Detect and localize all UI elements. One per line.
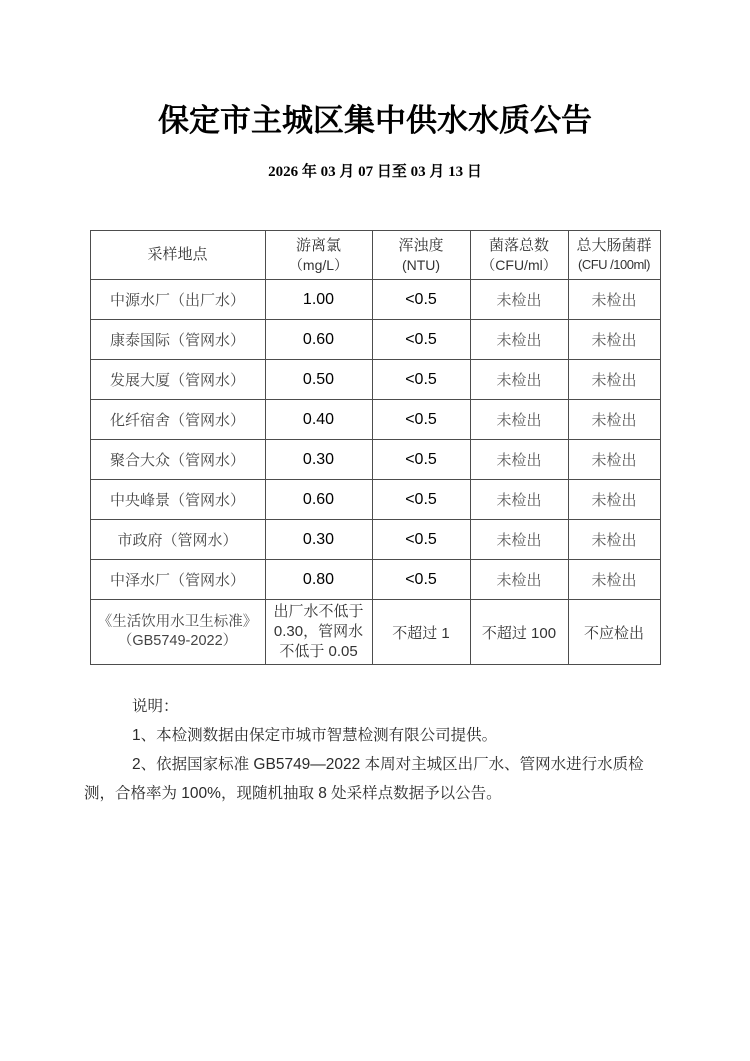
cell-turbidity: <0.5	[372, 520, 470, 560]
table-header-row	[90, 231, 660, 280]
cell-coliform: 未检出	[568, 560, 660, 600]
standard-row	[90, 600, 660, 665]
cell-location: 中央峰景（管网水）	[90, 480, 265, 520]
cell-standard-name	[90, 600, 265, 665]
note-item-1: 1、本检测数据由保定市城市智慧检测有限公司提供。	[132, 727, 498, 744]
cell-location: 聚合大众（管网水）	[90, 440, 265, 480]
cell-colony: 未检出	[470, 480, 568, 520]
cell-coliform: 未检出	[568, 360, 660, 400]
header-sampling-location	[90, 231, 265, 280]
header-label: 总大肠菌群	[576, 237, 652, 254]
cell-coliform: 未检出	[568, 440, 660, 480]
header-unit: (NTU)	[401, 257, 441, 273]
cell-coliform: 未检出	[568, 280, 660, 320]
cell-colony: 未检出	[470, 360, 568, 400]
cell-coliform: 未检出	[568, 400, 660, 440]
cell-turbidity: <0.5	[372, 360, 470, 400]
table-row	[90, 360, 660, 400]
table-row	[90, 320, 660, 360]
cell-chlorine: 0.30	[265, 440, 372, 480]
header-turbidity	[372, 231, 470, 280]
header-unit: (CFU /100ml)	[577, 257, 650, 272]
note-item-2: 2、依据国家标准 GB5749—2022 本周对主城区出厂水、管网水进行水质检测，合格率为 100%，现随机抽取 8 处采样点数据予以公告。	[84, 756, 644, 802]
table-row	[90, 480, 660, 520]
header-label: 游离氯	[295, 237, 341, 254]
cell-location: 中源水厂（出厂水）	[90, 280, 265, 320]
header-unit: （CFU/ml）	[481, 257, 557, 273]
cell-turbidity: <0.5	[372, 560, 470, 600]
cell-standard-coliform: 不应检出	[568, 600, 660, 665]
header-label: 菌落总数	[488, 237, 549, 254]
header-colony-count	[470, 231, 568, 280]
cell-colony: 未检出	[470, 440, 568, 480]
cell-chlorine: 0.50	[265, 360, 372, 400]
cell-coliform: 未检出	[568, 480, 660, 520]
cell-chlorine: 0.60	[265, 320, 372, 360]
cell-colony: 未检出	[470, 520, 568, 560]
cell-chlorine: 1.00	[265, 280, 372, 320]
header-total-coliform	[568, 231, 660, 280]
table-row	[90, 400, 660, 440]
header-label: 采样地点	[147, 246, 208, 263]
cell-location: 化纤宿舍（管网水）	[90, 400, 265, 440]
cell-chlorine: 0.30	[265, 520, 372, 560]
cell-colony: 未检出	[470, 560, 568, 600]
cell-colony: 未检出	[470, 320, 568, 360]
cell-location: 中泽水厂（管网水）	[90, 560, 265, 600]
cell-chlorine: 0.80	[265, 560, 372, 600]
notes-section	[84, 692, 654, 808]
table-row	[90, 520, 660, 560]
notes-heading: 说明：	[132, 698, 179, 715]
cell-standard-turbidity: 不超过 1	[372, 600, 470, 665]
table-row	[90, 280, 660, 320]
cell-location: 市政府（管网水）	[90, 520, 265, 560]
cell-turbidity: <0.5	[372, 480, 470, 520]
cell-chlorine: 0.40	[265, 400, 372, 440]
water-quality-table	[90, 230, 661, 665]
date-range: 2026 年 03 月 07 日至 03 月 13 日	[268, 164, 482, 180]
cell-coliform: 未检出	[568, 320, 660, 360]
cell-turbidity: <0.5	[372, 400, 470, 440]
cell-location: 发展大厦（管网水）	[90, 360, 265, 400]
cell-turbidity: <0.5	[372, 440, 470, 480]
page-title: 保定市主城区集中供水水质公告	[158, 103, 592, 138]
cell-standard-chlorine: 出厂水不低于 0.30，管网水不低于 0.05	[265, 600, 372, 665]
standard-name-line2: （GB5749-2022）	[117, 633, 238, 649]
cell-standard-colony: 不超过 100	[470, 600, 568, 665]
table-row	[90, 560, 660, 600]
cell-turbidity: <0.5	[372, 280, 470, 320]
table-row	[90, 440, 660, 480]
standard-name-line1: 《生活饮用水卫生标准》	[97, 614, 258, 630]
cell-coliform: 未检出	[568, 520, 660, 560]
cell-colony: 未检出	[470, 400, 568, 440]
header-free-chlorine	[265, 231, 372, 280]
cell-turbidity: <0.5	[372, 320, 470, 360]
cell-colony: 未检出	[470, 280, 568, 320]
header-unit: （mg/L）	[288, 257, 349, 273]
cell-chlorine: 0.60	[265, 480, 372, 520]
header-label: 浑浊度	[398, 237, 444, 254]
cell-location: 康泰国际（管网水）	[90, 320, 265, 360]
